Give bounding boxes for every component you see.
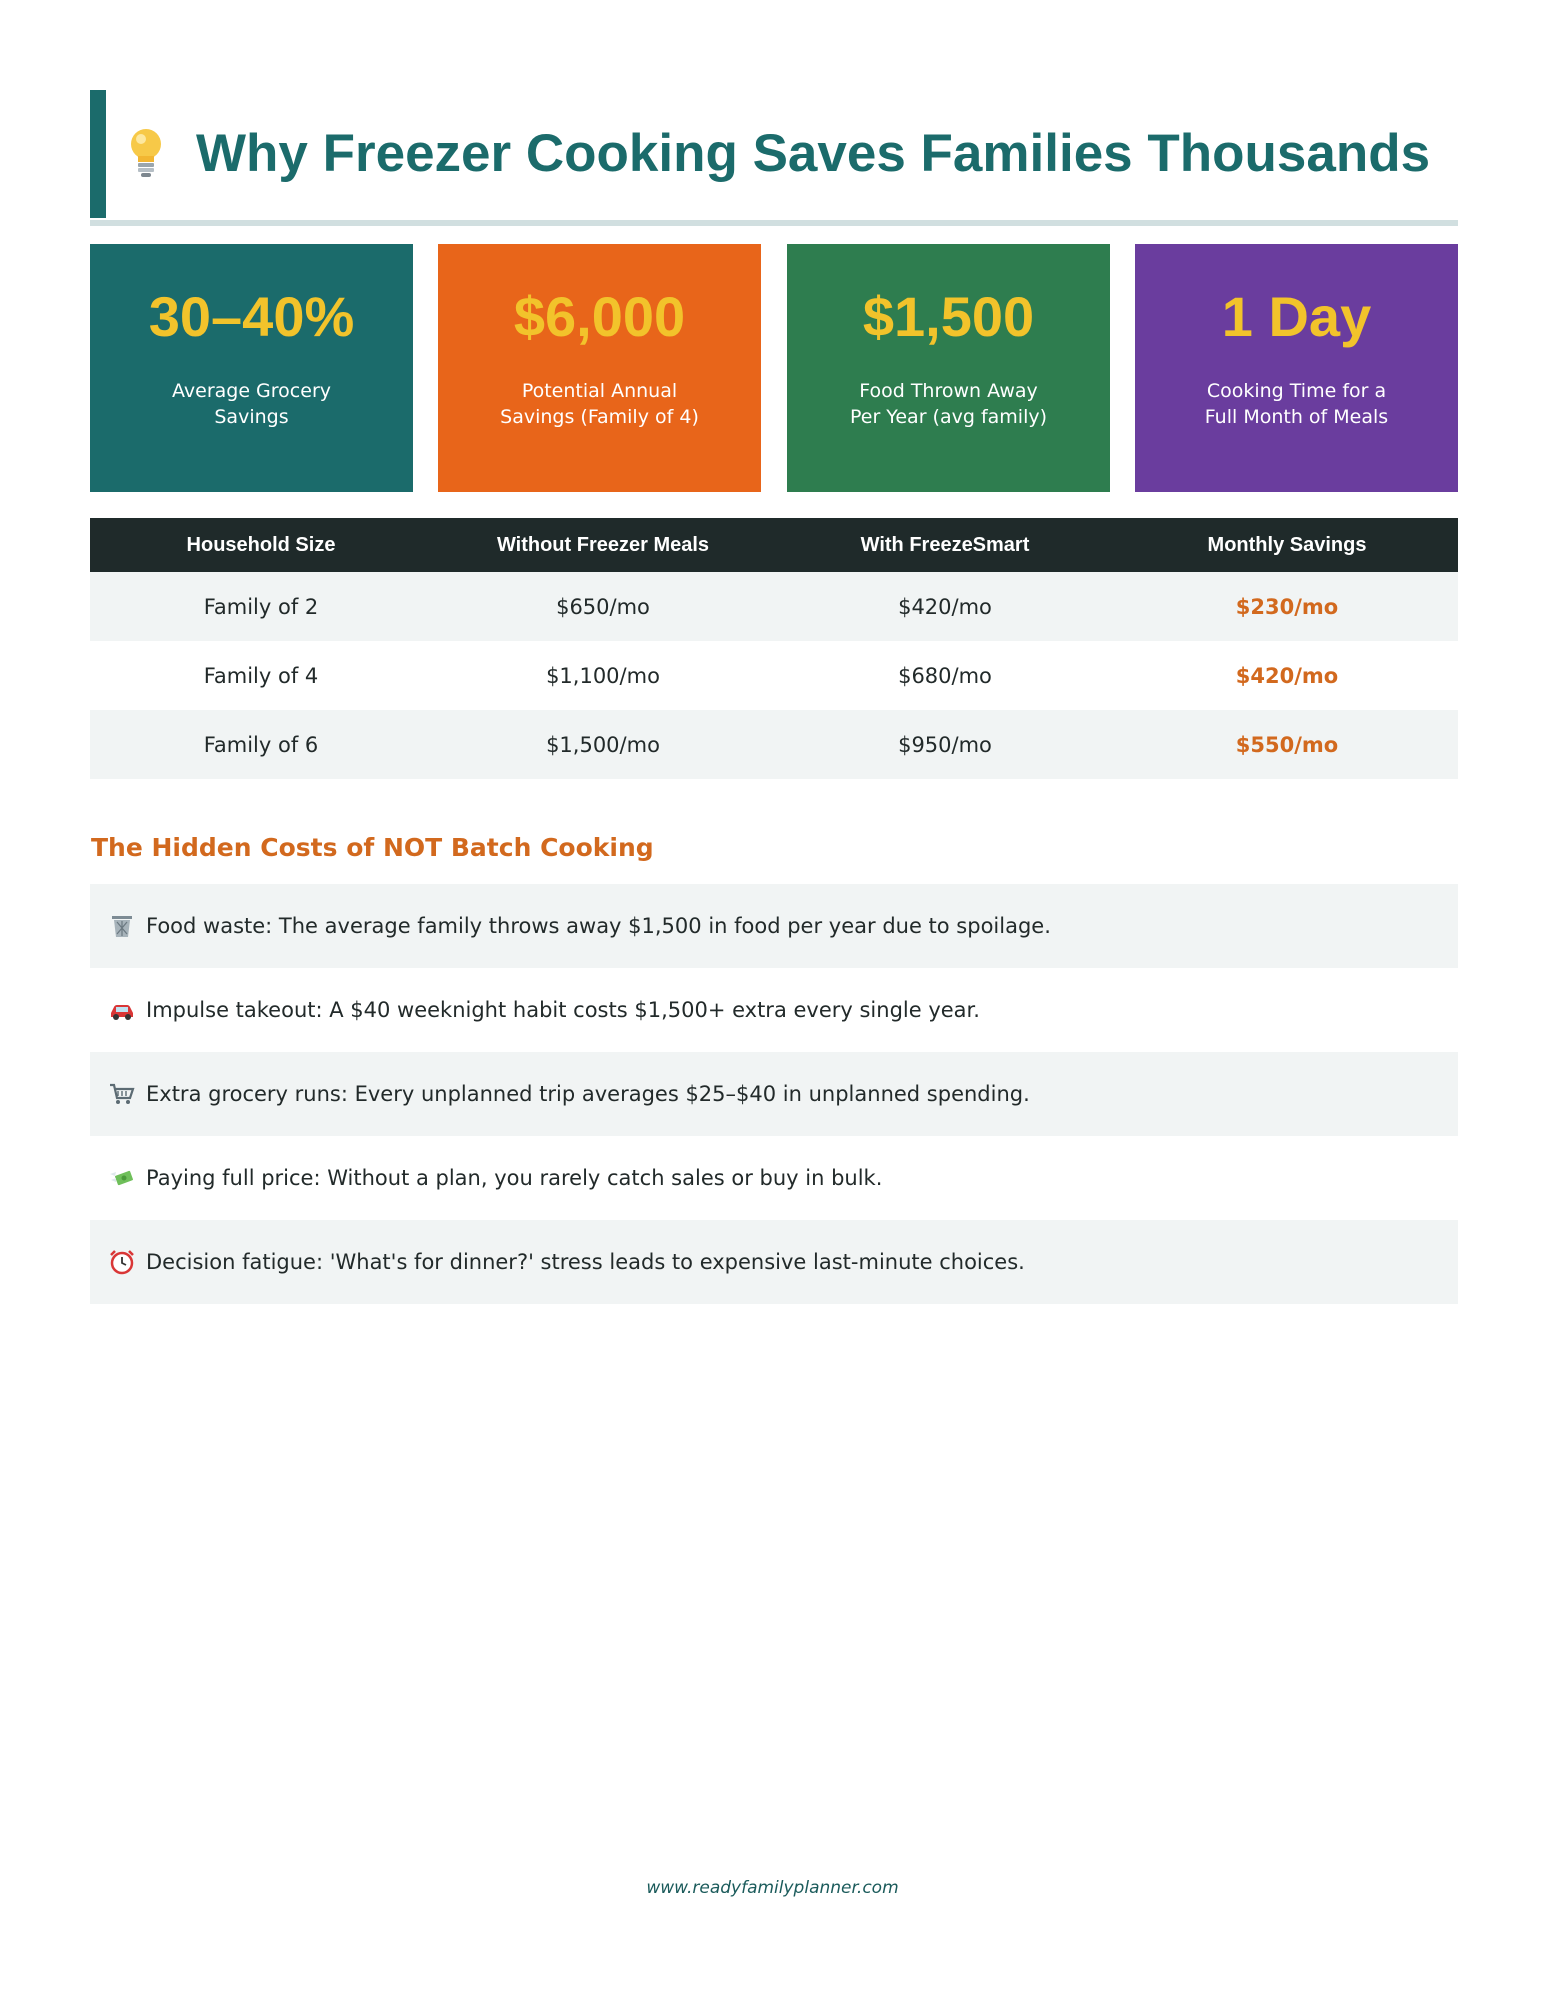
- list-item-text: Decision fatigue: 'What's for dinner?' stress leads to expensive last-minute choices.: [146, 1250, 1025, 1274]
- stat-card-food-waste: [787, 244, 1110, 492]
- stat-cards: [90, 244, 1458, 492]
- page-header: [90, 90, 1458, 218]
- cell-with-freezesmart: $680/mo: [898, 663, 992, 688]
- stat-value: $6,000: [513, 285, 686, 348]
- hidden-costs-list: [90, 884, 1458, 1304]
- alarm-clock-icon: [108, 1248, 136, 1276]
- stat-label: Food Thrown Away Per Year (avg family): [849, 380, 1048, 428]
- column-header-with-freezesmart: With FreezeSmart: [860, 533, 1030, 556]
- column-header-without-freezer: Without Freezer Meals: [496, 533, 710, 556]
- cell-household-size: Family of 4: [203, 663, 319, 688]
- cell-without-freezer: $1,500/mo: [546, 732, 660, 757]
- cell-with-freezesmart: $950/mo: [898, 732, 992, 757]
- list-item-text: Extra grocery runs: Every unplanned trip averages $25–$40 in unplanned spending.: [146, 1082, 1030, 1106]
- stat-value: 1 Day: [1221, 285, 1372, 348]
- cell-without-freezer: $1,100/mo: [546, 663, 660, 688]
- table-row: [90, 641, 1458, 710]
- table-row: [90, 572, 1458, 641]
- table-row: [90, 710, 1458, 779]
- cell-without-freezer: $650/mo: [556, 594, 650, 619]
- lightbulb-icon: [126, 126, 166, 182]
- section-title-hidden-costs: The Hidden Costs of NOT Batch Cooking: [91, 833, 654, 862]
- list-item: [90, 884, 1458, 968]
- stat-card-grocery-savings: [90, 244, 413, 492]
- cell-household-size: Family of 2: [203, 594, 319, 619]
- cell-monthly-savings: $420/mo: [1235, 663, 1339, 688]
- column-header-household-size: Household Size: [186, 533, 336, 556]
- list-item: [90, 968, 1458, 1052]
- cell-household-size: Family of 6: [203, 732, 319, 757]
- list-item: [90, 1220, 1458, 1304]
- stat-label: Average Grocery Savings: [172, 380, 331, 428]
- list-item: [90, 1136, 1458, 1220]
- stat-value: 30–40%: [148, 285, 355, 348]
- car-icon: [108, 996, 136, 1024]
- header-accent-bar: [90, 90, 106, 218]
- savings-table: [90, 518, 1458, 779]
- footer-url: www.readyfamilyplanner.com: [646, 1878, 899, 1898]
- stat-label: Potential Annual Savings (Family of 4): [500, 380, 699, 428]
- stat-card-annual-savings: [438, 244, 761, 492]
- page-title: Why Freezer Cooking Saves Families Thousands: [196, 124, 1431, 183]
- stat-card-cooking-time: [1135, 244, 1458, 492]
- stat-label: Cooking Time for a Full Month of Meals: [1204, 380, 1389, 428]
- column-header-monthly-savings: Monthly Savings: [1207, 533, 1367, 556]
- wastebasket-icon: [108, 912, 136, 940]
- cell-monthly-savings: $550/mo: [1235, 732, 1339, 757]
- list-item-text: Food waste: The average family throws away $1,500 in food per year due to spoilage.: [146, 914, 1051, 938]
- list-item-text: Paying full price: Without a plan, you rarely catch sales or buy in bulk.: [146, 1166, 883, 1190]
- list-item: [90, 1052, 1458, 1136]
- list-item-text: Impulse takeout: A $40 weeknight habit costs $1,500+ extra every single year.: [146, 998, 980, 1022]
- money-with-wings-icon: [108, 1164, 136, 1192]
- cell-monthly-savings: $230/mo: [1235, 594, 1339, 619]
- shopping-cart-icon: [108, 1080, 136, 1108]
- table-header-row: [90, 518, 1458, 572]
- cell-with-freezesmart: $420/mo: [898, 594, 992, 619]
- stat-value: $1,500: [862, 285, 1035, 348]
- header-divider: [90, 220, 1458, 226]
